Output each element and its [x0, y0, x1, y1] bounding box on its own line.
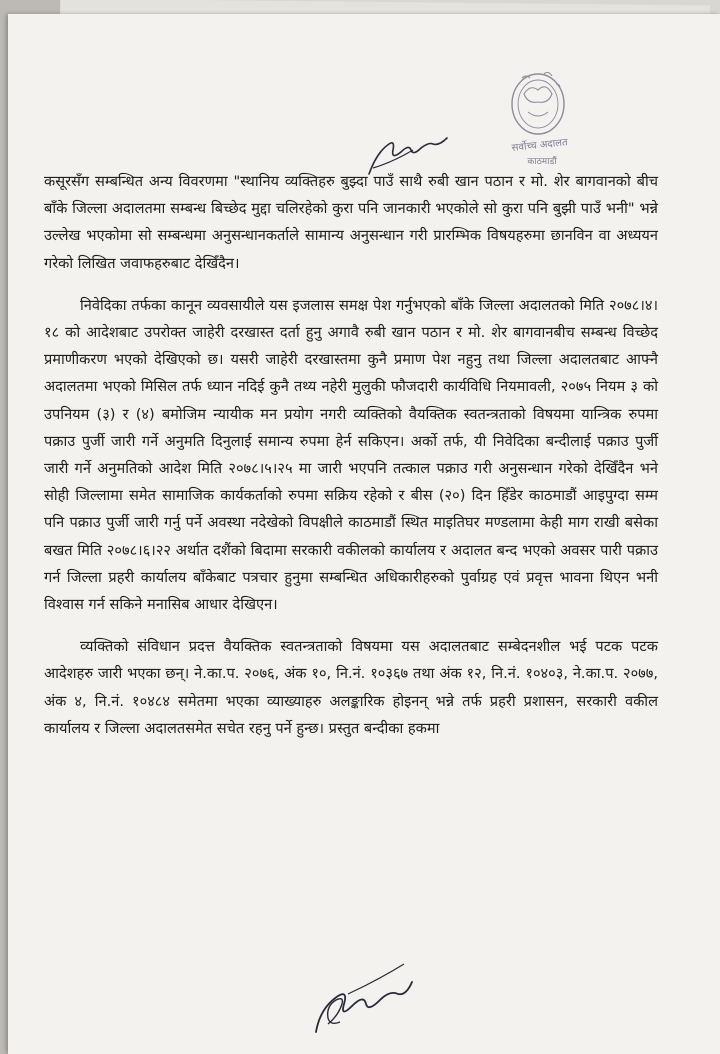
paragraph-gap [44, 277, 658, 292]
stamp-bottom-text: काठमाडौं [527, 157, 557, 167]
stamp-top-text: सर्वोच्च अदालत [511, 137, 569, 154]
signature-initials [308, 954, 418, 1044]
paragraph-1: कसूरसँग सम्बन्धित अन्य विवरणमा "स्थानिय व्यक्तिहरु बुझ्दा पाउँ साथै रुबी खान पठान र मो. शेर बागवानको बीच बाँके जिल्ला अदालतमा सम्बन्ध बिच्छेद मुद्दा चलिरहेको कुरा पनि जानकारी भएकोले सो कुरा पनि बुझी पाउँ भनी" भन्ने उल्लेख भएकोमा सो सम्बन्धमा अनुसन्धानकर्ताले सामान्य अनुसन्धान गरी प्रारम्भिक विषयहरुमा छानविन वा अध्ययन गरेको लिखित जवाफहरुबाट देखिँदैन। [44, 173, 658, 272]
document-body [44, 168, 658, 742]
court-stamp [494, 64, 590, 174]
document-page [8, 14, 720, 1054]
paragraph-2: निवेदिका तर्फका कानून व्यवसायीले यस इजलास समक्ष पेश गर्नुभएको बाँके जिल्ला अदालतको मिति २०७८।४।१८ को आदेशबाट उपरोक्त जाहेरी दरखास्त दर्ता हुनु अगावै रुबी खान पठान र मो. शेर बागवानबीच सम्बन्ध विच्छेद प्रमाणीकरण भएको देखिएको छ। यसरी जाहेरी दरखास्तमा कुनै प्रमाण पेश नहुनु तथा जिल्ला अदालतबाट आफ्नै अदालतमा भएको मिसिल तर्फ ध्यान नदिई कुनै तथ्य नहेरी मुलुकी फौजदारी कार्यविधि नियमावली, २०७५ नियम ३ को उपनियम (३) र (४) बमोजिम न्यायीक मन प्रयोग नगरी व्यक्तिको वैयक्तिक स्वतन्त्रताको विषयमा यान्त्रिक रुपमा पक्राउ पुर्जी जारी गर्ने अनुमति दिनुलाई समान्य रुपमा हेर्न सकिएन। अर्को तर्फ, यी निवेदिका बन्दीलाई पक्राउ पुर्जी जारी गर्ने अनुमतिको आदेश मिति २०७८।५।२५ मा जारी भएपनि तत्काल पक्राउ गरी अनुसन्धान गरेको देखिँदैन भने सोही जिल्लामा समेत सामाजिक कार्यकर्ताको रुपमा सक्रिय रहेको र बीस (२०) दिन हिँडेर काठमाडौं आइपुग्दा सम्म पनि पक्राउ पुर्जी जारी गर्नु पर्ने अवस्था नदेखेको विपक्षीले काठमाडौं स्थित माइतिघर मण्डलामा केही माग राखी बसेका बखत मिति २०७८।६।२२ अर्थात दशैंको बिदामा सरकारी वकीलको कार्यालय र अदालत बन्द भएको अवसर पारी पक्राउ गर्न जिल्ला प्रहरी कार्यालय बाँकेबाट पत्रचार हुनुमा सम्बन्धित अधिकारीहरुको पुर्वाग्रह एवं प्रवृत्त भावना थिएन भनी विश्वास गर्न सकिने मनासिब आधार देखिएन। [44, 296, 658, 614]
paragraph-gap [44, 618, 658, 633]
paragraph-3: व्यक्तिको संविधान प्रदत्त वैयक्तिक स्वतन्त्रताको विषयमा यस अदालतबाट सम्बेदनशील भई पटक पटक आदेशहरु जारी भएका छन्। ने.का.प. २०७६, अंक १०, नि.नं. १०३६७ तथा अंक १२, नि.नं. १०४०३, ने.का.प. २०७७, अंक ४, नि.नं. १०४८४ समेतमा भएका व्याख्याहरु अलङ्कारिक होइनन् भन्ने तर्फ प्रहरी प्रशासन, सरकारी वकील कार्यालय र जिल्ला अदालतसमेत सचेत रहनु पर्ने हुन्छ। प्रस्तुत बन्दीका हकमा [44, 638, 658, 737]
